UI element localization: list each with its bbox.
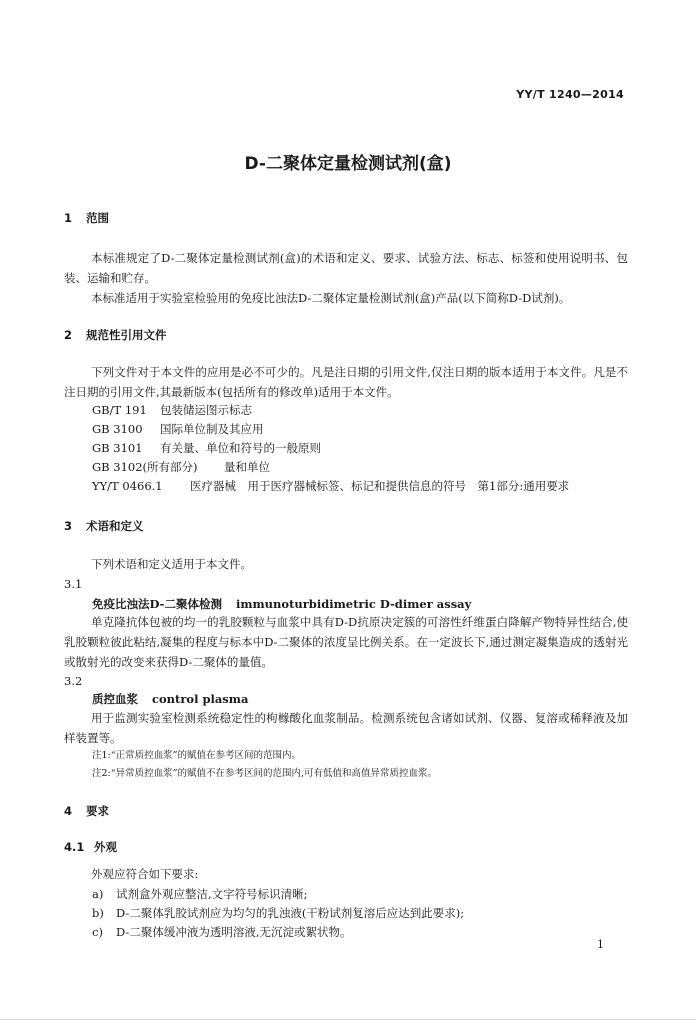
reference-item — [92, 458, 270, 476]
term-chinese: 免疫比浊法D-二聚体检测 — [92, 597, 222, 611]
term-english: control plasma — [152, 692, 249, 706]
section-number: 3 — [64, 519, 73, 533]
term-definition: 单克隆抗体包被的均一的乳胶颗粒与血浆中具有D-D抗原决定簇的可溶性纤维蛋白降解产物特异性结合,使乳胶颗粒彼此粘结,凝集的程度与标本中D-二聚体的浓度呈比例关系。在一定波长下,通过测定凝集造成的透射光或散射光的改变来获得D-二聚体的量值。 — [64, 615, 628, 669]
section-number: 1 — [64, 211, 73, 225]
subsection-title: 外观 — [94, 840, 117, 854]
reference-code: YY/T 0466.1 — [92, 479, 163, 493]
reference-title: 量和单位 — [224, 460, 270, 474]
list-marker: c) — [92, 925, 103, 939]
section-number: 2 — [64, 328, 73, 342]
reference-code: GB 3101 — [92, 441, 143, 455]
document-title: D-二聚体定量检测试剂(盒) — [244, 154, 452, 174]
reference-item — [92, 401, 252, 419]
section-1-paragraph-2: 本标准适用于实验室检验用的免疫比浊法D-二聚体定量检测试剂(盒)产品(以下简称D-D试剂)。 — [91, 291, 571, 305]
section-4-heading — [64, 803, 109, 819]
list-marker: a) — [92, 887, 104, 901]
term-note-1: 注1:“正常质控血浆”的赋值在参考区间的范围内。 — [92, 750, 301, 761]
reference-code: GB 3102(所有部分) — [92, 460, 198, 474]
term-note-2: 注2:“异常质控血浆”的赋值不在参考区间的范围内,可有低值和高值异常质控血浆。 — [92, 768, 437, 779]
reference-title: 国际单位制及其应用 — [160, 422, 264, 436]
term-number: 3.2 — [64, 674, 83, 688]
section-title: 术语和定义 — [86, 519, 144, 533]
section-2-paragraph-1: 下列文件对于本文件的应用是必不可少的。凡是注日期的引用文件,仅注日期的版本适用于本文件。凡是不注日期的引用文件,其最新版本(包括所有的修改单)适用于本文件。 — [64, 365, 628, 399]
term-number: 3.1 — [64, 577, 83, 591]
section-title: 规范性引用文件 — [86, 328, 167, 342]
list-item — [92, 904, 464, 922]
page-number: 1 — [597, 938, 604, 951]
reference-item — [92, 477, 569, 495]
term-definition: 用于监测实验室检测系统稳定性的枸橼酸化血浆制品。检测系统包含诸如试剂、仪器、复溶或稀释液及加样装置等。 — [64, 711, 628, 745]
subsection-4-1-heading — [64, 839, 117, 855]
reference-code: GB/T 191 — [92, 403, 147, 417]
term-heading — [92, 691, 248, 707]
list-item — [92, 923, 351, 941]
section-1-heading — [64, 210, 109, 226]
list-item — [92, 885, 308, 903]
term-english: immunoturbidimetric D-dimer assay — [235, 597, 472, 611]
section-number: 4 — [64, 804, 73, 818]
page-bottom-divider — [0, 1019, 696, 1020]
list-text: D-二聚体缓冲液为透明溶液,无沉淀或絮状物。 — [116, 925, 352, 939]
reference-item — [92, 420, 264, 438]
list-text: 试剂盒外观应整洁,文字符号标识清晰; — [116, 887, 308, 901]
list-text: D-二聚体乳胶试剂应为均匀的乳浊液(干粉试剂复溶后应达到此要求); — [116, 906, 465, 920]
section-4-intro: 外观应符合如下要求: — [91, 867, 199, 881]
term-chinese: 质控血浆 — [92, 692, 138, 706]
section-3-heading — [64, 518, 144, 534]
term-heading — [92, 596, 471, 612]
section-3-intro: 下列术语和定义适用于本文件。 — [91, 557, 252, 571]
list-marker: b) — [92, 906, 104, 920]
section-1-paragraph-1: 本标准规定了D-二聚体定量检测试剂(盒)的术语和定义、要求、试验方法、标志、标签和使用说明书、包装、运输和贮存。 — [64, 251, 628, 285]
reference-title: 有关量、单位和符号的一般原则 — [160, 441, 321, 455]
section-title: 要求 — [86, 804, 109, 818]
reference-item — [92, 439, 321, 457]
reference-code: GB 3100 — [92, 422, 143, 436]
reference-title: 医疗器械 用于医疗器械标签、标记和提供信息的符号 第1部分:通用要求 — [190, 479, 570, 493]
section-title: 范围 — [86, 211, 109, 225]
reference-title: 包装储运图示标志 — [160, 403, 252, 417]
section-2-heading — [64, 327, 167, 343]
subsection-number: 4.1 — [64, 840, 85, 854]
standard-code: YY/T 1240—2014 — [516, 88, 624, 101]
